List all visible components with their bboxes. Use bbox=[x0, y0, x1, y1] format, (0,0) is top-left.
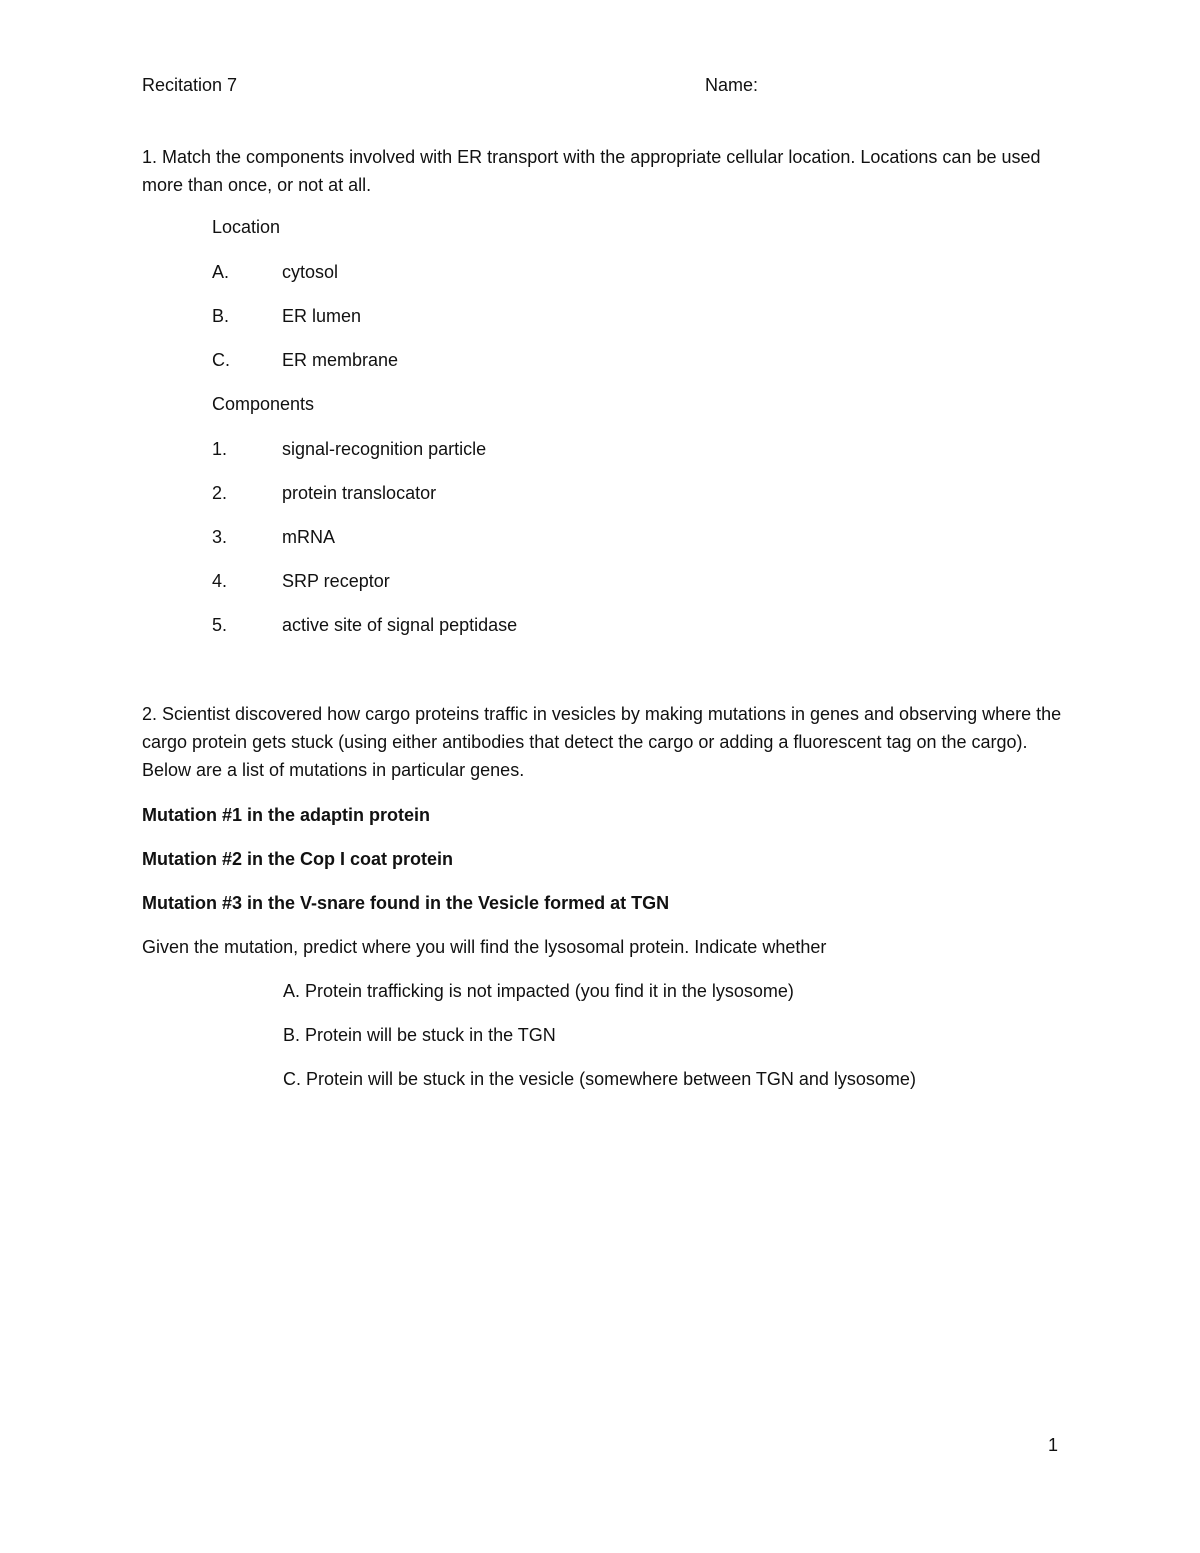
mutation-3: Mutation #3 in the V-snare found in the Vesicle formed at TGN bbox=[142, 893, 670, 913]
component-label: 3. bbox=[212, 527, 228, 547]
page-number: 1 bbox=[1048, 1435, 1059, 1455]
mutation-2: Mutation #2 in the Cop I coat protein bbox=[142, 849, 454, 869]
mutation-1: Mutation #1 in the adaptin protein bbox=[142, 805, 430, 825]
option-c: C. Protein will be stuck in the vesicle (somewhere between TGN and lysosome) bbox=[283, 1069, 916, 1089]
component-text: SRP receptor bbox=[282, 571, 390, 591]
option-a: A. Protein trafficking is not impacted (you find it in the lysosome) bbox=[283, 981, 794, 1001]
question-1-prompt: 1. Match the components involved with ER transport with the appropriate cellular location. Locations can be used more than once, or not at all. bbox=[142, 147, 1041, 195]
component-text: protein translocator bbox=[282, 483, 437, 503]
component-label: 4. bbox=[212, 571, 228, 591]
location-label: B. bbox=[212, 306, 230, 326]
component-label: 2. bbox=[212, 483, 228, 503]
components-heading: Components bbox=[212, 394, 315, 414]
question-2-prompt: 2. Scientist discovered how cargo proteins traffic in vesicles by making mutations in genes and observing where the cargo protein gets stuck (using either antibodies that detect the cargo or adding a fluorescent tag on the cargo). Below are a list of mutations in particular genes. bbox=[142, 704, 1062, 780]
component-text: signal-recognition particle bbox=[282, 439, 487, 459]
option-b: B. Protein will be stuck in the TGN bbox=[283, 1025, 556, 1045]
header-title: Recitation 7 bbox=[142, 75, 238, 95]
location-text: ER lumen bbox=[282, 306, 362, 326]
name-label: Name: bbox=[705, 75, 759, 95]
question-2-instruction: Given the mutation, predict where you will find the lysosomal protein. Indicate whether bbox=[142, 937, 827, 957]
location-label: A. bbox=[212, 262, 230, 282]
location-text: ER membrane bbox=[282, 350, 399, 370]
component-label: 5. bbox=[212, 615, 228, 635]
location-text: cytosol bbox=[282, 262, 339, 282]
component-label: 1. bbox=[212, 439, 228, 459]
component-text: active site of signal peptidase bbox=[282, 615, 518, 635]
component-text: mRNA bbox=[282, 527, 335, 547]
location-label: C. bbox=[212, 350, 230, 370]
location-heading: Location bbox=[212, 217, 281, 237]
